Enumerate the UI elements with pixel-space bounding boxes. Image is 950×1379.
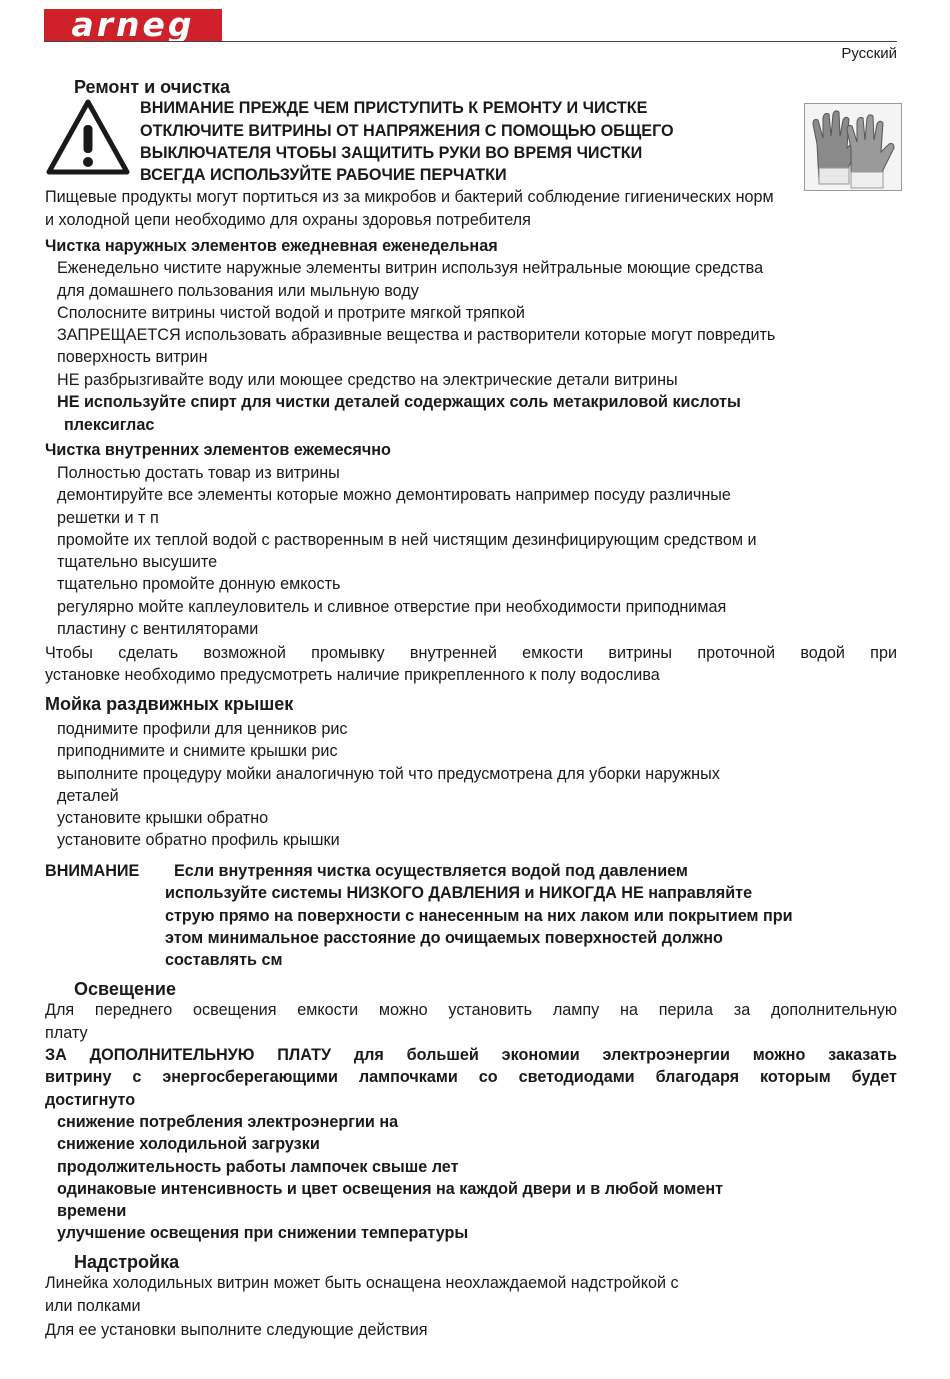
covers-line-6: установите обратно профиль крышки xyxy=(57,831,340,849)
exterior-line-5: поверхность витрин xyxy=(57,348,208,366)
interior-line-3: решетки и т п xyxy=(57,509,159,527)
lighting-intro-line-2: плату xyxy=(45,1024,88,1042)
section-heading-covers: Мойка раздвижных крышек xyxy=(45,694,294,714)
covers-line-2: приподнимите и снимите крышки рис xyxy=(57,742,338,760)
logo-text: arneg xyxy=(71,5,195,44)
lighting-bullet-3: продолжительность работы лампочек свыше лет xyxy=(57,1158,459,1176)
interior-note-line-1: Чтобы сделать возможной промывку внутренней емкости витрины проточной водой при xyxy=(45,644,897,662)
repair-warning-line-1: ВНИМАНИЕ ПРЕЖДЕ ЧЕМ ПРИСТУПИТЬ К РЕМОНТУ И ЧИСТКЕ xyxy=(140,99,648,117)
exterior-bold-line-1: НЕ используйте спирт для чистки деталей содержащих соль метакриловой кислоты xyxy=(57,393,741,411)
interior-line-2: демонтируйте все элементы которые можно демонтировать например посуду различные xyxy=(57,486,731,504)
section-heading-exterior: Чистка наружных элементов ежедневная еженедельная xyxy=(45,237,498,255)
covers-line-1: поднимите профили для ценников рис xyxy=(57,720,348,738)
interior-line-5: тщательно высушите xyxy=(57,553,218,571)
exterior-bold-line-2: плексиглас xyxy=(64,416,155,434)
repair-intro-line-1: Пищевые продукты могут портиться из за микробов и бактерий соблюдение гигиенических норм xyxy=(45,188,774,206)
warning-triangle-icon xyxy=(45,98,131,176)
interior-line-4: промойте их теплой водой с растворенным в ней чистящим дезинфицирующим средством и xyxy=(57,531,757,549)
exterior-line-4: ЗАПРЕЩАЕТСЯ использовать абразивные вещества и растворители которые могут повредить xyxy=(57,326,776,344)
header-rule xyxy=(44,41,897,42)
pressure-warning-line-2: используйте системы НИЗКОГО ДАВЛЕНИЯ и НИКОГДА НЕ направляйте xyxy=(165,884,753,902)
lighting-bullet-2: снижение холодильной загрузки xyxy=(57,1135,320,1153)
work-gloves-image xyxy=(804,103,902,191)
exterior-line-2: для домашнего пользования или мыльную воду xyxy=(57,282,419,300)
interior-line-1: Полностью достать товар из витрины xyxy=(57,464,340,482)
lighting-bold-line-1: ЗА ДОПОЛНИТЕЛЬНУЮ ПЛАТУ для большей экономии электроэнергии можно заказать xyxy=(45,1046,897,1064)
section-heading-repair: Ремонт и очистка xyxy=(74,77,231,97)
section-heading-interior: Чистка внутренних элементов ежемесячно xyxy=(45,441,391,459)
lighting-bullet-4: одинаковые интенсивность и цвет освещения на каждой двери и в любой момент xyxy=(57,1180,724,1198)
exterior-line-1: Еженедельно чистите наружные элементы витрин используя нейтральные моющие средства xyxy=(57,259,764,277)
interior-note-line-2: установке необходимо предусмотреть наличие прикрепленного к полу водослива xyxy=(45,666,660,684)
repair-warning-line-4: ВСЕГДА ИСПОЛЬЗУЙТЕ РАБОЧИЕ ПЕРЧАТКИ xyxy=(140,166,507,184)
repair-warning-line-3: ВЫКЛЮЧАТЕЛЯ ЧТОБЫ ЗАЩИТИТЬ РУКИ ВО ВРЕМЯ ЧИСТКИ xyxy=(140,144,643,162)
section-heading-superstructure: Надстройка xyxy=(74,1252,180,1272)
covers-line-3: выполните процедуру мойки аналогичную той что предусмотрена для уборки наружных xyxy=(57,765,720,783)
lighting-bullet-1: снижение потребления электроэнергии на xyxy=(57,1113,399,1131)
repair-intro-line-2: и холодной цепи необходимо для охраны здоровья потребителя xyxy=(45,211,531,229)
exterior-line-6: НЕ разбрызгивайте воду или моющее средство на электрические детали витрины xyxy=(57,371,678,389)
section-heading-lighting: Освещение xyxy=(74,979,176,999)
lighting-bullet-5: времени xyxy=(57,1202,127,1220)
language-label: Русский xyxy=(841,45,897,62)
interior-line-6: тщательно промойте донную емкость xyxy=(57,575,341,593)
superstructure-line-3: Для ее установки выполните следующие действия xyxy=(45,1321,428,1339)
exterior-line-3: Сполосните витрины чистой водой и протрите мягкой тряпкой xyxy=(57,304,525,322)
pressure-warning-line-5: составлять см xyxy=(165,951,283,969)
superstructure-line-2: или полками xyxy=(45,1297,141,1315)
repair-warning-line-2: ОТКЛЮЧИТЕ ВИТРИНЫ ОТ НАПРЯЖЕНИЯ С ПОМОЩЬЮ ОБЩЕГО xyxy=(140,122,674,140)
lighting-bold-line-2: витрину с энергосберегающими лампочками со светодиодами благодаря которым будет xyxy=(45,1068,897,1086)
interior-line-7: регулярно мойте каплеуловитель и сливное отверстие при необходимости приподнимая xyxy=(57,598,727,616)
interior-line-8: пластину с вентиляторами xyxy=(57,620,259,638)
lighting-bullet-6: улучшение освещения при снижении температуры xyxy=(57,1224,469,1242)
pressure-warning-line-1: Если внутренняя чистка осуществляется водой под давлением xyxy=(174,862,688,880)
covers-line-4: деталей xyxy=(57,787,119,805)
lighting-bold-line-3: достигнуто xyxy=(45,1091,136,1109)
pressure-warning-line-4: этом минимальное расстояние до очищаемых поверхностей должно xyxy=(165,929,723,947)
covers-line-5: установите крышки обратно xyxy=(57,809,269,827)
pressure-warning-label: ВНИМАНИЕ xyxy=(45,862,140,880)
arneg-logo xyxy=(44,5,222,44)
superstructure-line-1: Линейка холодильных витрин может быть оснащена неохлаждаемой надстройкой с xyxy=(45,1274,679,1292)
pressure-warning-line-3: струю прямо на поверхности с нанесенным на них лаком или покрытием при xyxy=(165,907,793,925)
lighting-intro-line-1: Для переднего освещения емкости можно установить лампу на перила за дополнительную xyxy=(45,1001,897,1019)
